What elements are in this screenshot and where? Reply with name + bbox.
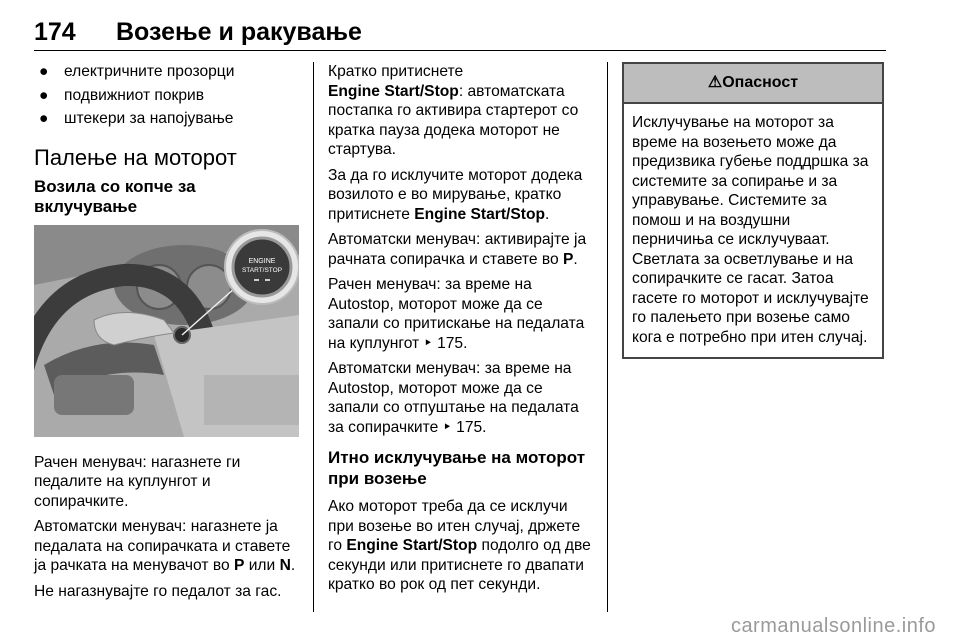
engine-start-button-figure (34, 225, 299, 437)
warning-icon: ⚠ (707, 74, 723, 91)
page-ref-link[interactable]: 175 (456, 418, 483, 436)
subheading: Итно исклучување на моторот при возење (328, 448, 586, 488)
column-left (34, 62, 299, 607)
column-divider (607, 62, 608, 612)
column-divider (313, 62, 314, 612)
paragraph: Автоматски менувач: за време на Autostop, моторот може да се запали со отпуштање на педалата за сопирачките ‣ 175. (328, 360, 579, 436)
paragraph: Рачен менувач: за време на Autostop, моторот може да се запали со притискање на педалата на куплунгот ‣ 175. (328, 276, 585, 352)
page-ref-arrow-icon: ‣ (442, 418, 452, 436)
paragraph: Рачен менувач: нагазнете ги педалите на куплунгот и сопирачките. (34, 453, 241, 510)
paragraph: За да го исклучите моторот додека возилото е во мирување, кратко притиснете Engine Start/Stop. (328, 166, 583, 223)
paragraph: Автоматски менувач: нагазнете ја педалата на сопирачката и ставете ја рачката на менувачот во P или N. (34, 518, 296, 574)
subsection-title: Возила со копче за вклучување (34, 176, 196, 216)
section-title: Палење на моторот (34, 144, 237, 170)
button-label-1: ENGINE (248, 257, 276, 265)
page-number: 174 (34, 18, 76, 46)
page-ref-link[interactable]: 175 (437, 334, 464, 352)
button-label-2: START/STOP (241, 266, 283, 274)
paragraph: Автоматски менувач: активирајте ја рачната сопирачка и ставете во P. (328, 231, 587, 268)
warning-title: Опасност (722, 74, 799, 91)
chapter-title: Возење и ракување (116, 18, 362, 46)
warning-box (622, 62, 884, 359)
paragraph: Кратко притиснете Engine Start/Stop: автоматската постапка го активира стартерот со кратка пауза додека моторот не стартува. (328, 63, 579, 158)
list-item: ● подвижниот покрив (39, 86, 205, 104)
list-item: ● електричните прозорци (39, 63, 235, 80)
warning-header (624, 64, 882, 104)
column-middle (328, 62, 594, 601)
column-right (622, 62, 884, 359)
paragraph: Не нагазнувајте го педалот за гас. (34, 582, 282, 600)
paragraph: Ако моторот треба да се исклучи при возење во итен случај, држете го Engine Start/Stop подолго од две секунди или притиснете го двапати кратко во рок од пет секунди. (328, 498, 591, 593)
list-item: ● штекери за напојување (39, 110, 234, 127)
dashboard-illustration (34, 225, 299, 437)
page-ref-arrow-icon: ‣ (423, 334, 433, 352)
warning-text: Исклучување на моторот за време на возењето може да предизвика губење поддршка за системите за сопирање и за управување. Системите за помош и на воздушни перничиња се исклучуваат. Светлата за осветлување и на сопирачките се гасат. Затоа гасете го моторот и исклучувајте го палењето при возење само кога е потребно при итен случај. (632, 114, 869, 346)
watermark: carmanualsonline.info (730, 615, 936, 637)
page-header (34, 18, 886, 51)
bullet-list (34, 62, 299, 129)
